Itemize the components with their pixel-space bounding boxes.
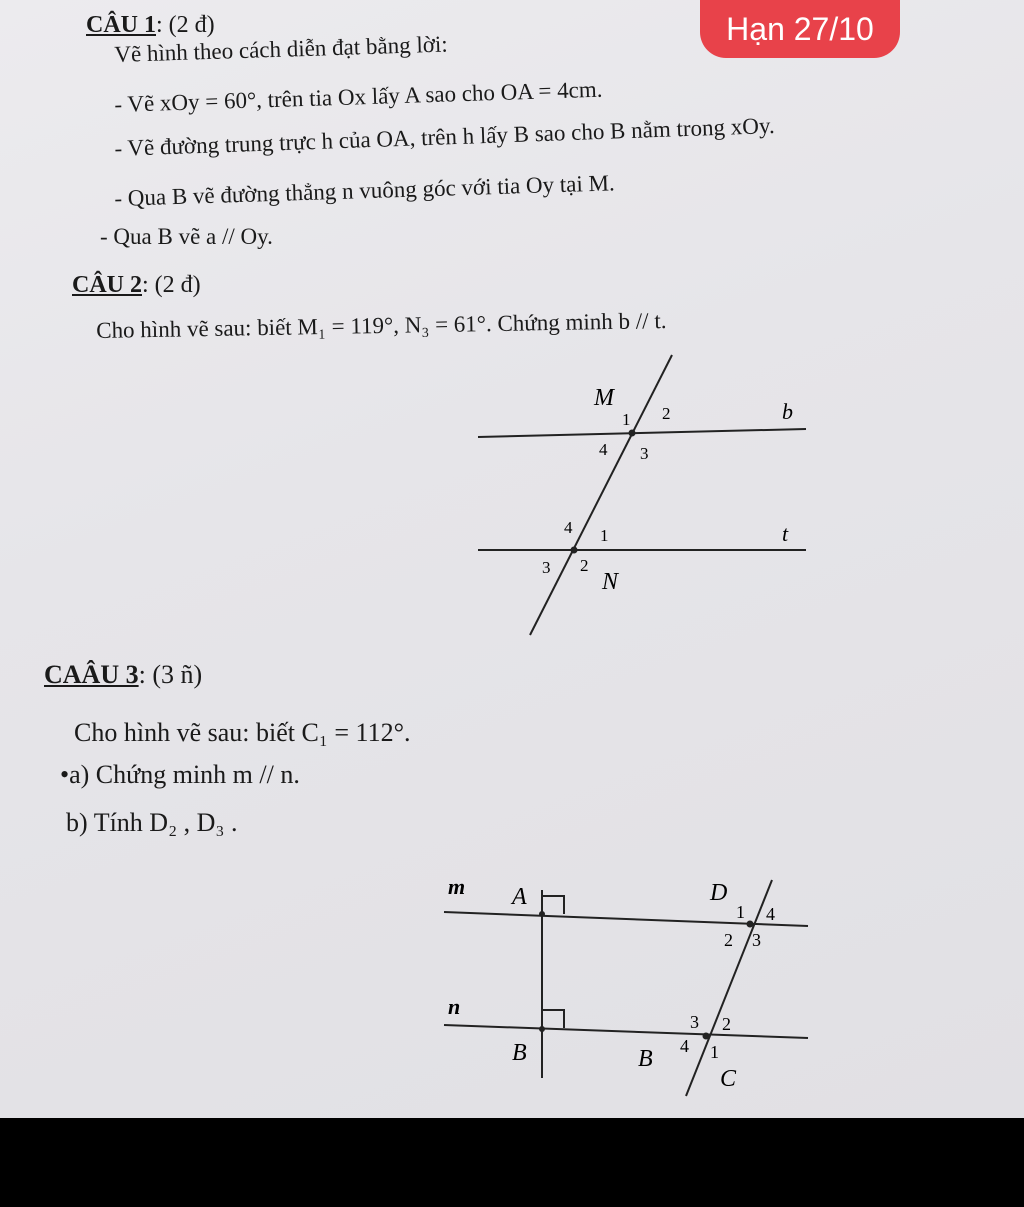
q2-line-b: b (782, 399, 793, 424)
q3-d-angle-3: 3 (752, 930, 761, 950)
q2-point-m: M (594, 385, 614, 411)
q3-line-n: n (448, 994, 461, 1019)
q2-line-t: t (782, 521, 789, 546)
q2-heading (72, 272, 201, 299)
q1-points: : (2 đ) (156, 12, 215, 38)
q3-heading (44, 660, 202, 690)
q2-m-angle-2: 2 (662, 404, 671, 423)
q3-line-m: m (448, 874, 466, 899)
q3-part-a: •a) Chứng minh m // n. (60, 760, 300, 789)
q3-d-angle-1: 1 (736, 902, 745, 922)
q1-bullet-1: - Vẽ xOy = 60°, trên tia Ox lấy A sao cho OA = 4cm. (114, 76, 603, 117)
q3-c-angle-1: 1 (710, 1042, 719, 1062)
q3-point-c: C (720, 1066, 737, 1092)
q2-n-angle-4: 4 (564, 518, 573, 537)
q2-points: : (2 đ) (142, 272, 201, 298)
q2-m-angle-3: 3 (640, 444, 649, 463)
q2-figure (460, 345, 820, 645)
deadline-badge: Hạn 27/10 (700, 0, 900, 58)
q1-bullet-2: - Vẽ đường trung trực h của OA, trên h lấy B sao cho B nằm trong xOy. (114, 112, 776, 161)
q2-m-angle-4: 4 (599, 440, 608, 459)
q2-statement: Cho hình vẽ sau: biết M₁ = 119°, N₃ = 61°. Chứng minh b // t. (96, 308, 667, 343)
q2-n-angle-3: 3 (542, 558, 551, 577)
q2-point-n: N (602, 569, 619, 595)
q3-c-angle-4: 4 (680, 1036, 689, 1056)
q2-n-angle-1: 1 (600, 526, 609, 545)
q3-point-b-right: B (638, 1046, 653, 1072)
q3-point-a: A (512, 884, 527, 910)
q2-n-angle-2: 2 (580, 556, 589, 575)
q2-m-angle-1: 1 (622, 410, 631, 429)
q3-point-d: D (710, 880, 728, 906)
q3-title: CAÂU 3 (44, 660, 139, 689)
q3-points: : (3 ñ) (138, 660, 203, 689)
q3-point-b-left: B (512, 1040, 527, 1066)
q1-heading (86, 12, 215, 39)
q3-c-angle-3: 3 (690, 1012, 699, 1032)
q3-statement: Cho hình vẽ sau: biết C₁ = 112°. (74, 718, 411, 747)
q1-bullet-3: - Qua B vẽ đường thẳng n vuông góc với tia Oy tại M. (114, 170, 616, 211)
q3-c-angle-2: 2 (722, 1014, 731, 1034)
q1-title: CÂU 1 (86, 12, 156, 38)
q3-d-angle-2: 2 (724, 930, 733, 950)
q1-bullet-4: - Qua B vẽ a // Oy. (100, 224, 273, 249)
q1-intro: Vẽ hình theo cách diễn đạt bằng lời: (114, 31, 449, 67)
q3-part-b: b) Tính D₂ , D₃ . (66, 808, 238, 837)
q3-figure (430, 860, 830, 1110)
q3-d-angle-4: 4 (766, 904, 775, 924)
q2-title: CÂU 2 (72, 272, 142, 298)
